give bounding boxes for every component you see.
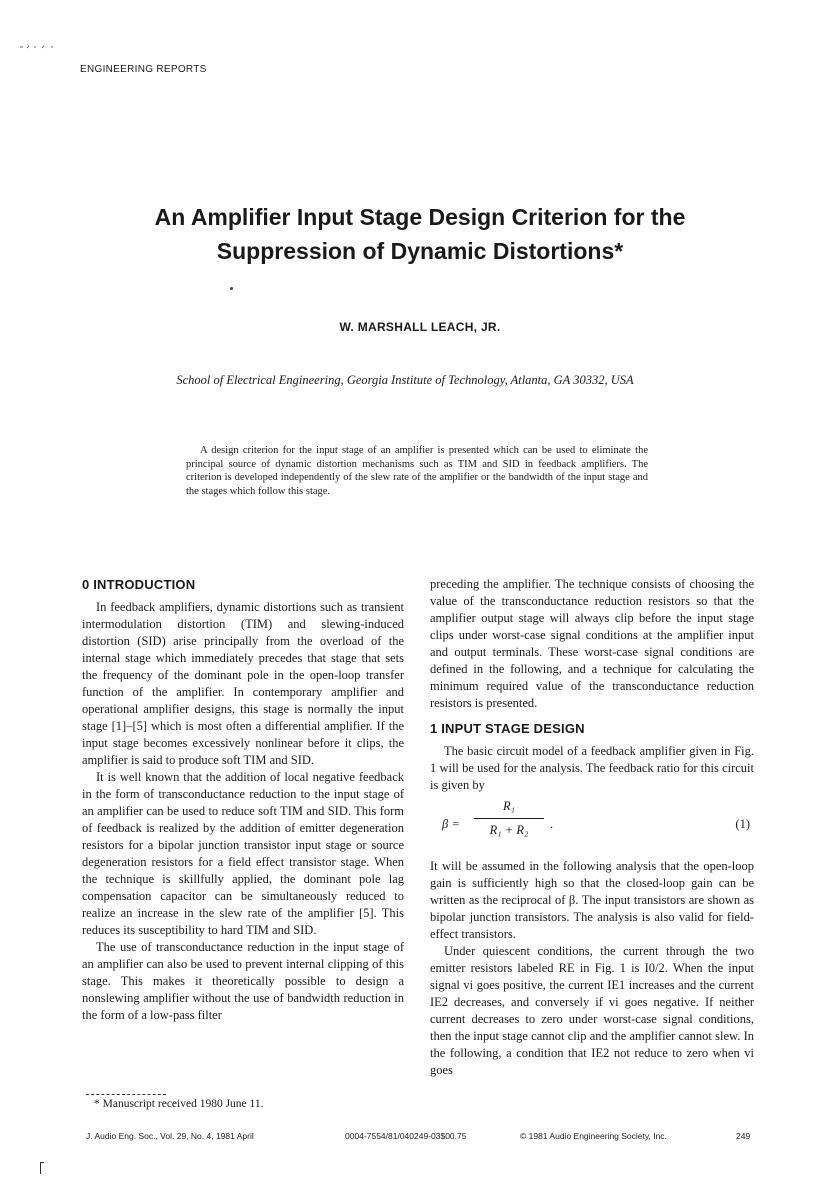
page-number: 249 — [736, 1131, 751, 1141]
equation-1 — [430, 798, 754, 854]
fraction-bar — [474, 818, 544, 819]
equation-fraction — [474, 798, 544, 839]
scan-mark-top-left — [20, 44, 56, 50]
author: W. MARSHALL LEACH, JR. — [339, 320, 501, 334]
footer-copyright: © 1981 Audio Engineering Society, Inc. — [520, 1131, 667, 1141]
section-heading-introduction: 0 INTRODUCTION — [82, 577, 196, 592]
scan-mark-bottom-left — [40, 1162, 44, 1174]
scan-dot — [230, 287, 233, 290]
title-line-1: An Amplifier Input Stage Design Criterion for the — [154, 204, 686, 230]
title-line-2: Suppression of Dynamic Distortions* — [216, 238, 624, 264]
page-title — [60, 200, 780, 268]
footer-journal: J. Audio Eng. Soc., Vol. 29, No. 4, 1981 April — [86, 1131, 254, 1141]
left-column — [82, 576, 404, 1024]
intro-paragraph-3: The use of transconductance reduction in the input stage of an amplifier can also be used to prevent internal clipping of this stage. This makes it theoretically possible to design a nonslewing amplifier without the use of bandwidth reduction in the form of a low-pass filter — [82, 940, 404, 1022]
intro-paragraph-2: It is well known that the addition of local negative feedback in the form of transconductance reduction to the input stage of an amplifier can be used to reduce soft TIM and SID. This form of feedback is realized by the addition of emitter degeneration resistors for a bipolar junction transistor input stage or source degeneration resistors for a field effect transistor stage. When the technique is skillfully applied, the dominant pole lag compensation capacitor can be simultaneously reduced to realize an increase in the slew rate of the amplifier [5]. This reduces its susceptibility to hard TIM and SID. — [82, 770, 404, 937]
right-paragraph-1: preceding the amplifier. The technique consists of choosing the value of the transconductance reduction resistors so that the amplifier output stage will always clip before the input stage clips under worst-case signal conditions at the amplifier input and output terminals. These worst-case signal conditions are defined in the following, and a technique for calculating the minimum required value of the transconductance reduction resistors is presented. — [430, 577, 754, 710]
design-paragraph-3: Under quiescent conditions, the current through the two emitter resistors labeled RE in Fig. 1 is I0/2. When the input signal vi goes positive, the current IE1 increases and the current IE2 decreases, and conversely if vi goes negative. If neither current decreases to zero under worst-case signal conditions, then the input stage cannot clip and the amplifier cannot slew. In the following, a condition that IE2 not reduce to zero when vi goes — [430, 944, 754, 1077]
equation-numerator: R₁ — [503, 799, 515, 813]
right-column — [430, 576, 754, 1079]
affiliation: School of Electrical Engineering, Georgia Institute of Technology, Atlanta, GA 30332, USA — [176, 373, 634, 387]
footer-code: 0004-7554/81/040249-03$00.75 — [345, 1131, 467, 1141]
design-paragraph-1: The basic circuit model of a feedback amplifier given in Fig. 1 will be used for the analysis. The feedback ratio for this circuit is given by — [430, 744, 754, 792]
design-paragraph-2: It will be assumed in the following analysis that the open-loop gain is sufficiently high so that the closed-loop gain can be written as the reciprocal of β. The input transistors are shown as bipolar junction transistors. The analysis is also valid for field-effect transistors. — [430, 859, 754, 941]
equation-denominator: R₁ + R₂ — [489, 823, 529, 837]
equation-number: (1) — [735, 817, 750, 831]
abstract: A design criterion for the input stage of an amplifier is presented which can be used to eliminate the principal source of dynamic distortion mechanisms such as TIM and SID in feedback amplifiers. The criterion is developed independently of the slew rate of the amplifier or the bandwidth of the input stage and the stages which follow this stage. — [186, 445, 648, 497]
section-heading-input-stage-design: 1 INPUT STAGE DESIGN — [430, 721, 585, 736]
intro-paragraph-1: In feedback amplifiers, dynamic distortions such as transient intermodulation distortion (TIM) and slewing-induced distortion (SID) arise principally from the overload of the internal stage which immediately precedes that stage that sets the frequency of the dominant pole in the open-loop transfer function of the amplifier. In contemporary amplifier and operational amplifier designs, this stage is normally the input stage [1]–[5] which is most often a differential amplifier. If the input stage becomes excessively nonlinear before it clips, the amplifier is said to produce soft TIM and SID. — [82, 600, 404, 767]
equation-trail: . — [550, 817, 554, 831]
equation-lhs: β = — [442, 817, 460, 831]
footnote: * Manuscript received 1980 June 11. — [94, 1098, 264, 1110]
section-header: ENGINEERING REPORTS — [80, 64, 207, 75]
footnote-rule — [86, 1094, 166, 1096]
